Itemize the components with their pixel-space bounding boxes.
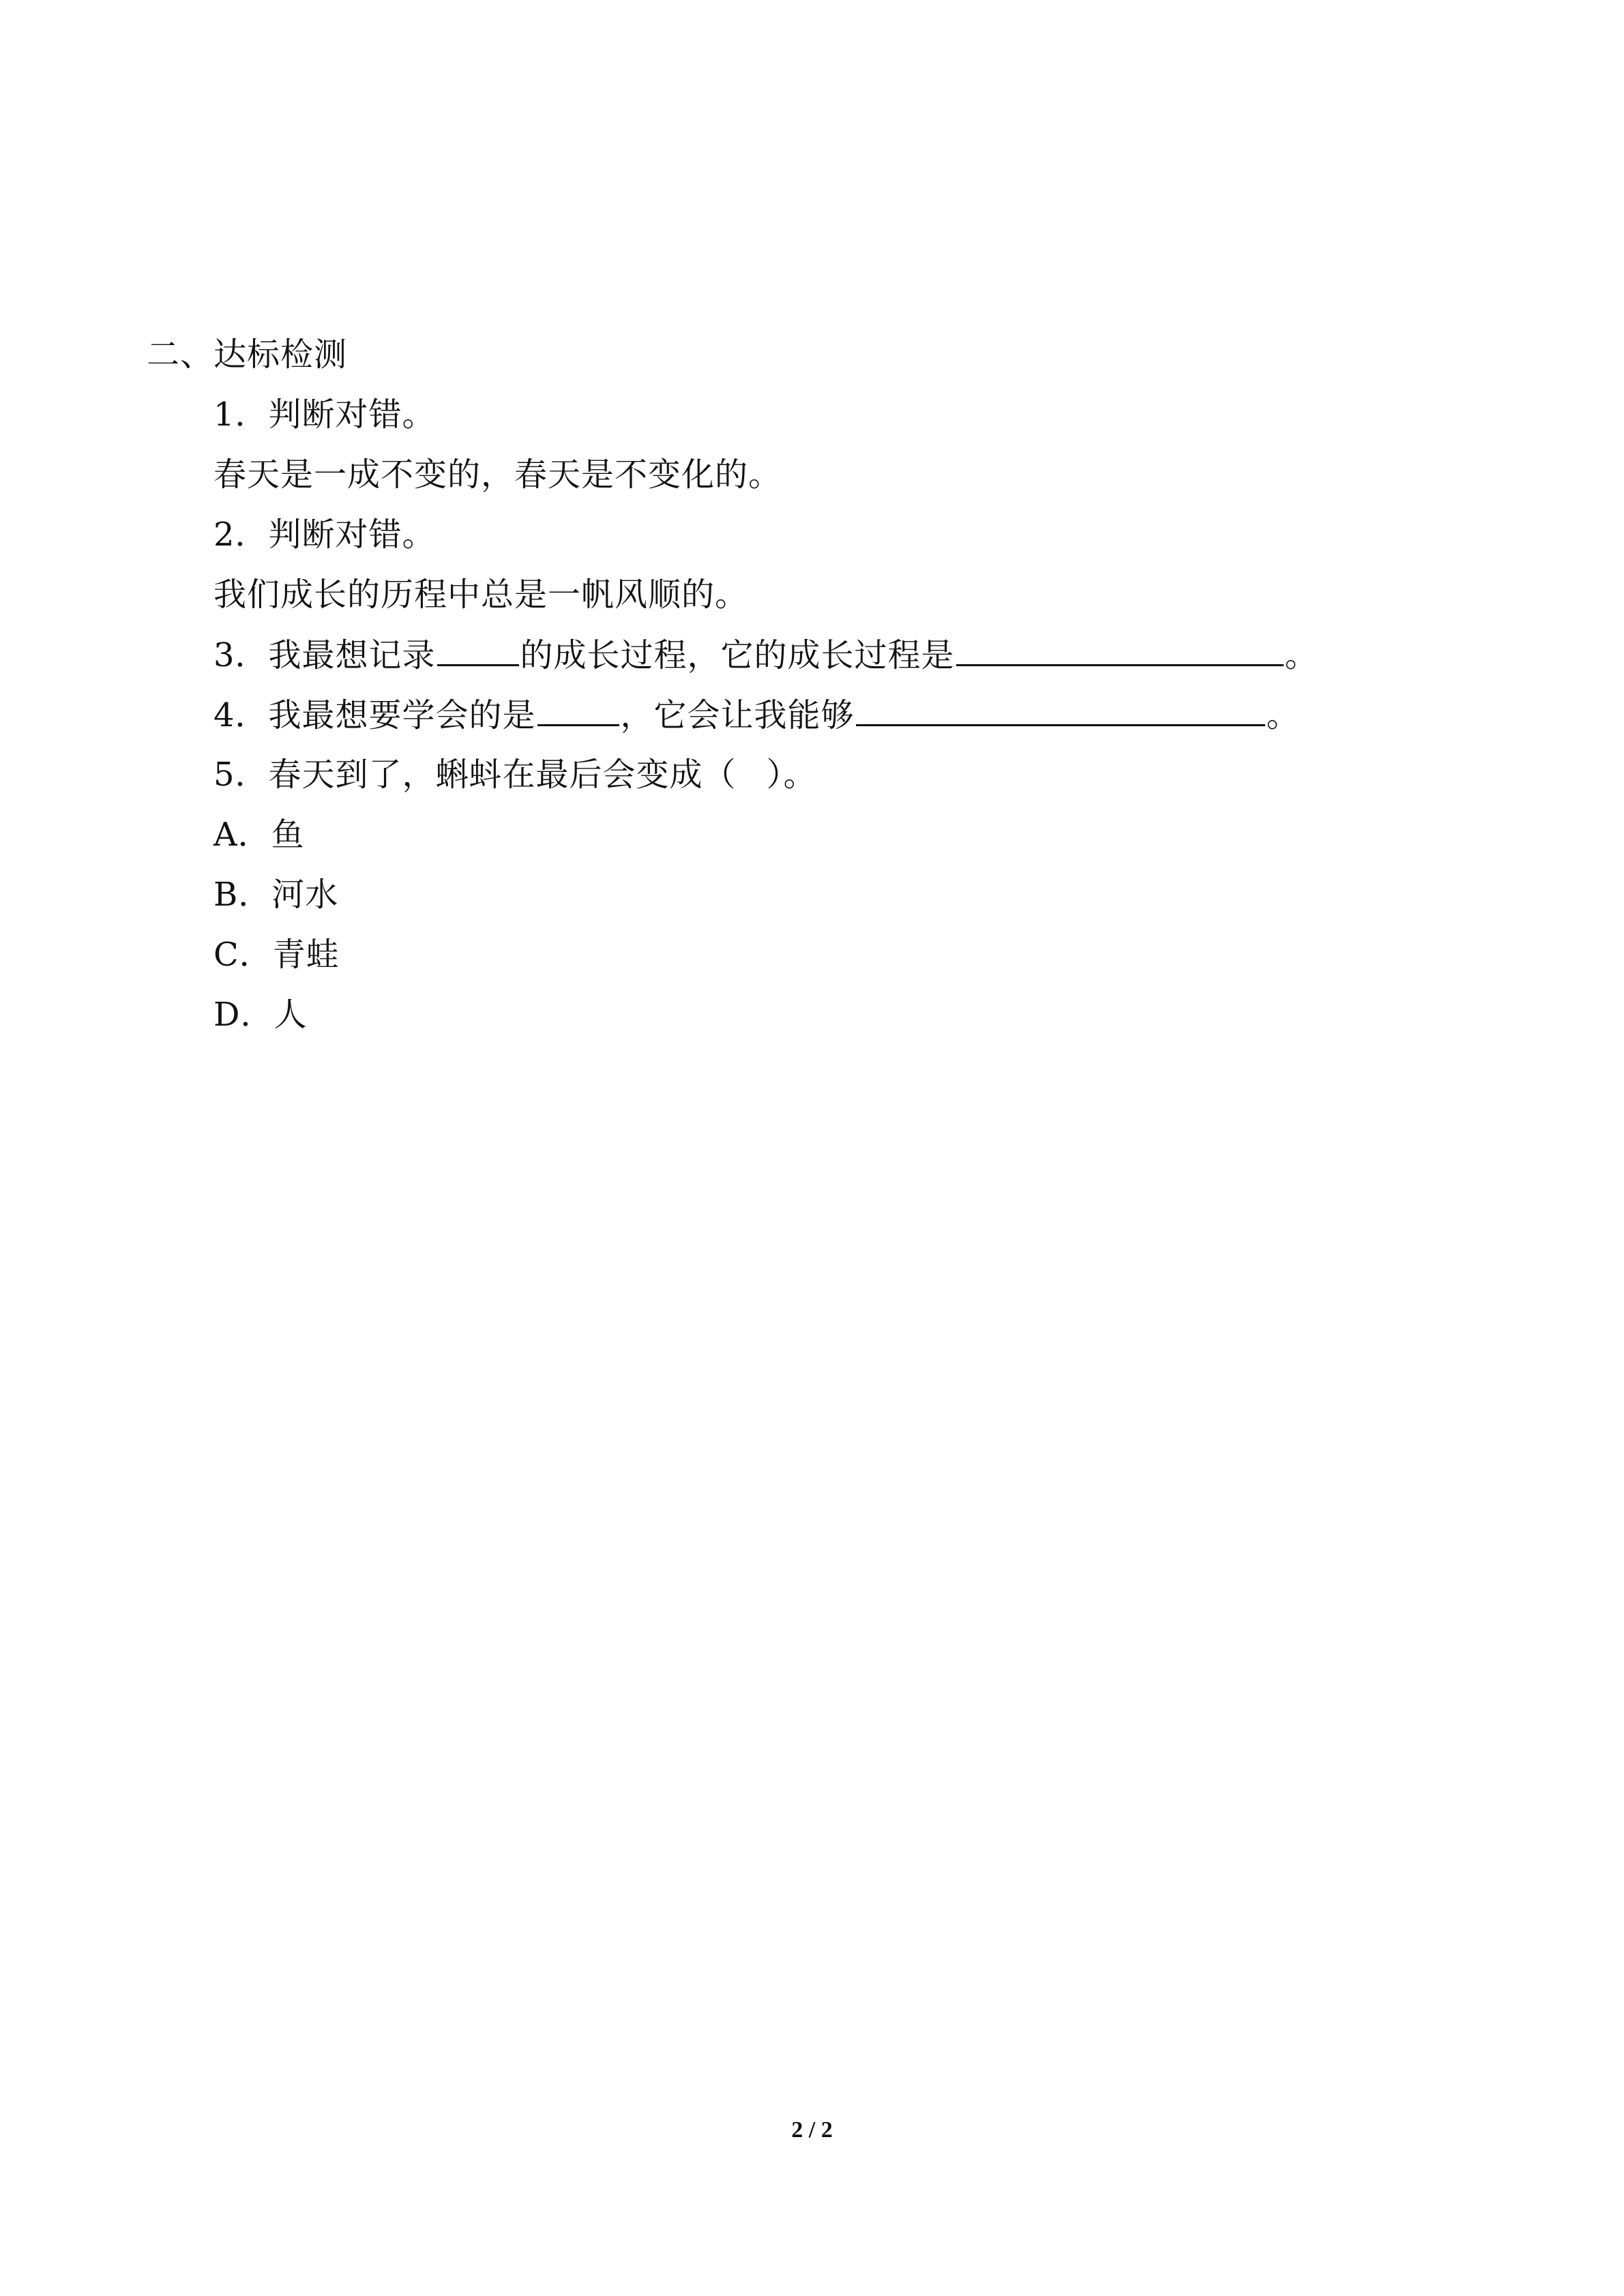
question-3 xyxy=(213,634,1318,676)
option-b[interactable]: B．河水 xyxy=(213,876,339,914)
question-3-label: 3．我最想记录 xyxy=(213,636,436,674)
question-5-label: 5．春天到了，蝌蚪在最后会变成（ xyxy=(213,756,737,794)
question-4-blank-2[interactable] xyxy=(856,694,1265,726)
question-2-label: 2．判断对错。 xyxy=(213,516,436,554)
question-2-statement: 我们成长的历程中总是一帆风顺的。 xyxy=(213,576,749,614)
option-d[interactable]: D．人 xyxy=(213,996,308,1034)
question-1-label: 1．判断对错。 xyxy=(213,396,436,434)
option-c[interactable]: C．青蛙 xyxy=(213,936,340,974)
question-4 xyxy=(213,694,1300,736)
option-a[interactable]: A．鱼 xyxy=(213,816,305,854)
question-3-mid: 的成长过程，它的成长过程是 xyxy=(520,636,955,674)
question-4-end: 。 xyxy=(1266,696,1300,734)
question-5-end: ）。 xyxy=(766,756,817,794)
question-4-blank-1[interactable] xyxy=(537,694,619,726)
question-3-end: 。 xyxy=(1284,636,1318,674)
page-number: 2 / 2 xyxy=(791,2117,833,2143)
question-3-blank-2[interactable] xyxy=(956,634,1284,666)
question-3-blank-1[interactable] xyxy=(437,634,519,666)
question-4-mid: ，它会让我能够 xyxy=(620,696,855,734)
question-1-statement: 春天是一成不变的，春天是不变化的。 xyxy=(213,456,782,494)
question-5 xyxy=(213,754,817,795)
question-4-label: 4．我最想要学会的是 xyxy=(213,696,536,734)
section-title: 二、达标检测 xyxy=(147,336,348,374)
